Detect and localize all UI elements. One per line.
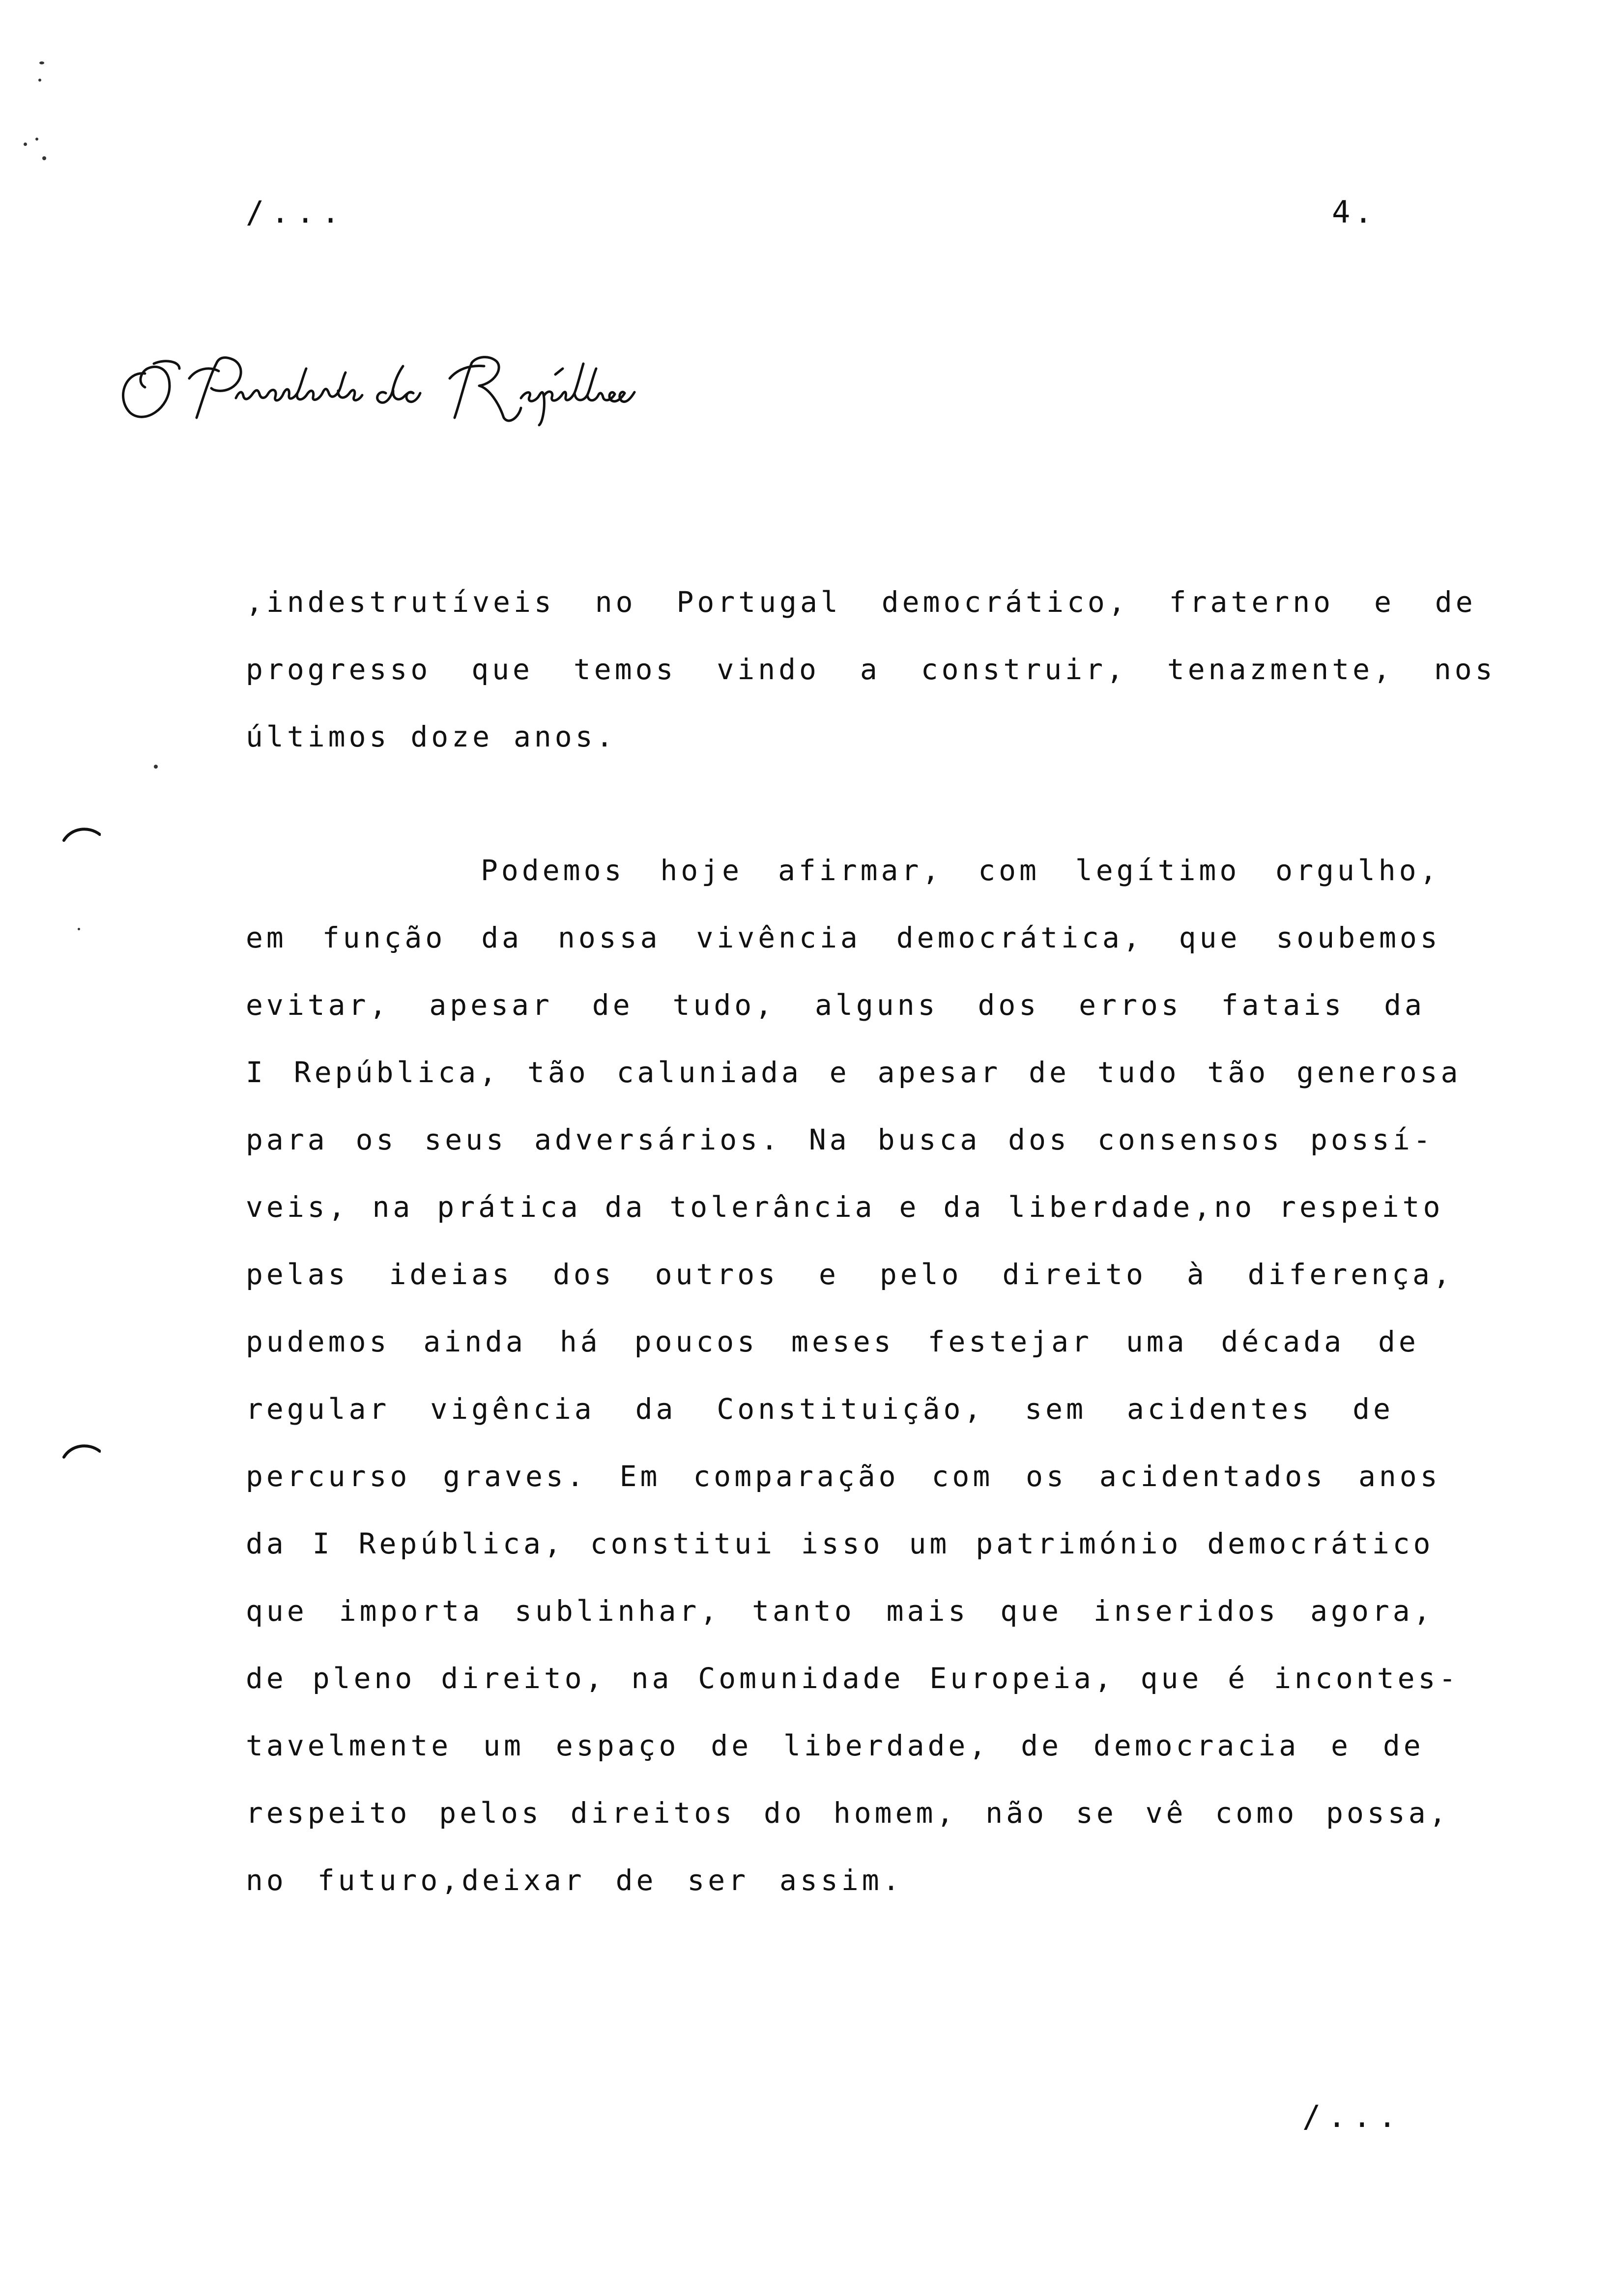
scan-speck bbox=[154, 765, 158, 769]
paragraph-1-line-2: progresso que temos vindo a construir, tenazmente, nos bbox=[246, 653, 1496, 686]
hole-punch-mark bbox=[61, 826, 101, 845]
paragraph-2-line-5: para os seus adversários. Na busca dos consensos possí- bbox=[246, 1123, 1434, 1156]
paragraph-2-line-8: pudemos ainda há poucos meses festejar uma década de bbox=[246, 1325, 1419, 1358]
paragraph-1-line-1: ,indestrutíveis no Portugal democrático, fraterno e de bbox=[246, 585, 1476, 619]
paragraph-2-line-7: pelas ideias dos outros e pelo direito à diferença, bbox=[246, 1258, 1454, 1291]
hole-punch-mark bbox=[61, 1442, 101, 1462]
paragraph-1-line-3: últimos doze anos. bbox=[246, 720, 617, 753]
letterhead-signature-image bbox=[111, 344, 700, 428]
paragraph-2-line-3: evitar, apesar de tudo, alguns dos erros fatais da bbox=[246, 988, 1425, 1022]
paragraph-2-line-12: que importa sublinhar, tanto mais que inseridos agora, bbox=[246, 1594, 1434, 1628]
page-number: 4. bbox=[1332, 194, 1377, 230]
paragraph-2-line-4: I República, tão caluniada e apesar de tudo tão generosa bbox=[246, 1056, 1462, 1089]
scan-speck bbox=[39, 61, 44, 64]
letterhead-script bbox=[111, 344, 700, 428]
paragraph-2-line-16: no futuro,deixar de ser assim. bbox=[246, 1864, 903, 1897]
paragraph-2-line-10: percurso graves. Em comparação com os acidentados anos bbox=[246, 1460, 1441, 1493]
paragraph-2-line-2: em função da nossa vivência democrática, que soubemos bbox=[246, 921, 1441, 954]
paragraph-2-line-1: Podemos hoje afirmar, com legítimo orgulho, bbox=[481, 854, 1440, 887]
letter-body bbox=[246, 585, 1496, 1933]
continuation-mark-top: /... bbox=[246, 194, 347, 230]
paragraph-2-line-14: tavelmente um espaço de liberdade, de democracia e de bbox=[246, 1729, 1424, 1762]
paragraph-2-line-9: regular vigência da Constituição, sem acidentes de bbox=[246, 1392, 1394, 1426]
scan-speck bbox=[42, 156, 46, 160]
scan-speck bbox=[38, 79, 41, 82]
paragraph-gap bbox=[246, 789, 1401, 856]
paragraph-2-line-11: da I República, constitui isso um património democrático bbox=[246, 1527, 1434, 1560]
paragraph-2-line-15: respeito pelos direitos do homem, não se vê como possa, bbox=[246, 1796, 1450, 1830]
scan-speck bbox=[24, 143, 27, 146]
scan-speck bbox=[35, 138, 38, 141]
scan-speck bbox=[78, 928, 80, 930]
paragraph-2-line-6: veis, na prática da tolerância e da liberdade,no respeito bbox=[246, 1190, 1444, 1224]
paragraph-2-line-13: de pleno direito, na Comunidade Europeia, que é incontes- bbox=[246, 1662, 1460, 1695]
continuation-mark-bottom: /... bbox=[1302, 2098, 1404, 2134]
